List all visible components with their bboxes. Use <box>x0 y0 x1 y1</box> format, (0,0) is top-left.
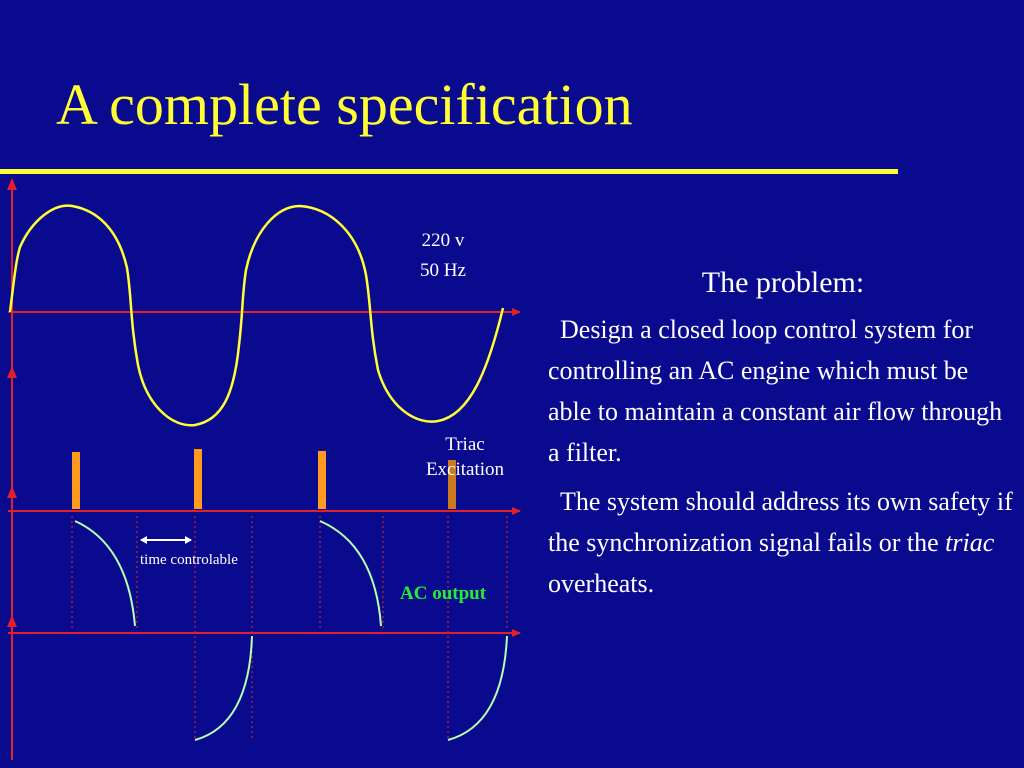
problem-paragraph-2 <box>548 481 1018 604</box>
triac-label-line2: Excitation <box>425 459 505 480</box>
problem-panel <box>548 262 1018 604</box>
frequency-value: 50 Hz <box>420 260 466 281</box>
paragraph-2-end: overheats. <box>548 569 655 598</box>
guide-lines <box>72 516 507 740</box>
problem-heading: The problem: <box>701 266 865 299</box>
triac-excitation-label <box>405 432 525 482</box>
arrow-up-icon <box>7 366 17 378</box>
triac-pulse <box>318 451 326 509</box>
time-controlable-label: time controlable <box>140 552 238 568</box>
triac-pulse <box>72 452 80 509</box>
ac-output-label: AC output <box>400 583 487 604</box>
slide-title: A complete specification <box>56 72 633 137</box>
problem-paragraph-1: Design a closed loop control system for controlling an AC engine which must be able to maintain a constant air flow through a filter. <box>548 315 1003 467</box>
voltage-value: 220 v <box>421 230 465 251</box>
arrow-up-icon <box>7 615 17 627</box>
arrow-up-icon <box>7 486 17 498</box>
arrow-up-icon <box>7 178 17 190</box>
voltage-label <box>412 226 474 286</box>
triac-label-line1: Triac <box>445 434 485 455</box>
paragraph-2-start: The system should address its own safety if the synchronization signal fails or the <box>548 487 1013 557</box>
triac-pulse <box>194 449 202 509</box>
triac-emphasis: triac <box>945 528 995 557</box>
